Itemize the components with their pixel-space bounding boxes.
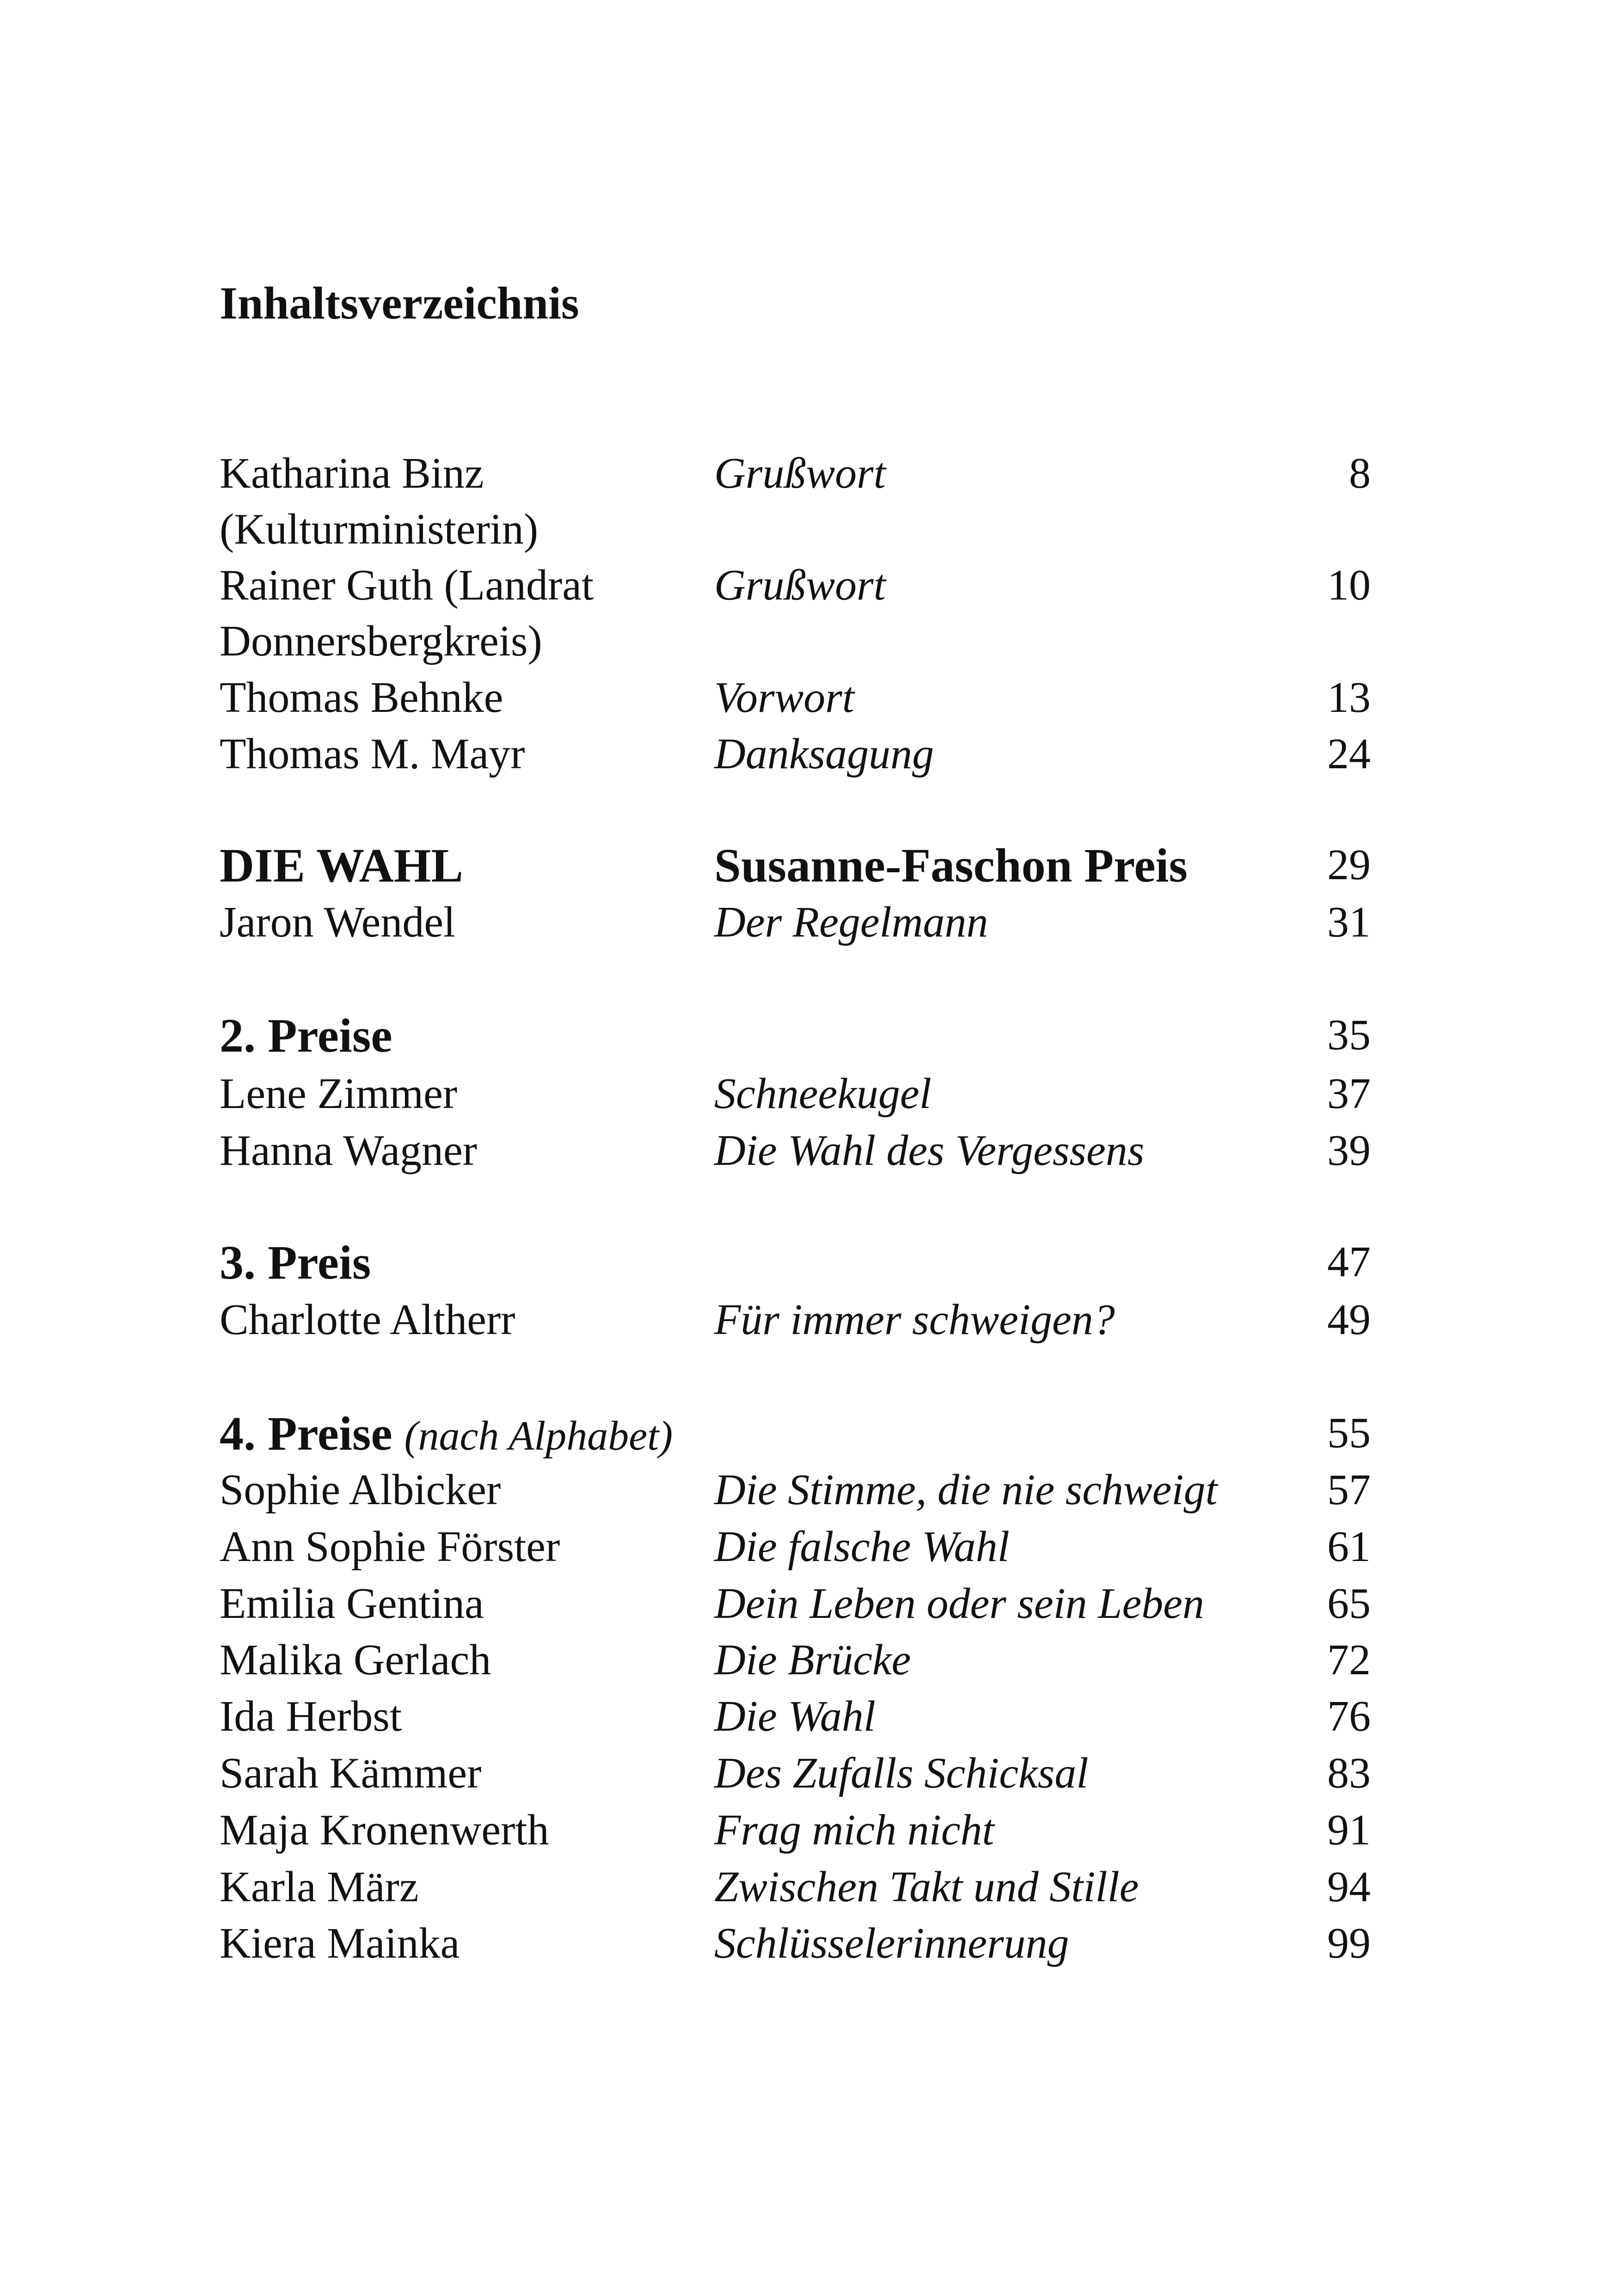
toc-row xyxy=(220,1632,1375,1690)
toc-row xyxy=(220,1518,1375,1576)
toc-author: Ida Herbst xyxy=(220,1692,402,1740)
page-title: Inhaltsverzeichnis xyxy=(220,277,579,329)
toc-work-title: Für immer schweigen? xyxy=(714,1296,1115,1344)
toc-page-number: 55 xyxy=(1327,1409,1371,1457)
toc-work-title: Schneekugel xyxy=(714,1070,932,1118)
toc-author: Charlotte Altherr xyxy=(220,1296,515,1344)
toc-author: Rainer Guth (Landrat xyxy=(220,561,594,609)
toc-row xyxy=(220,1462,1375,1519)
toc-row xyxy=(220,1802,1375,1860)
toc-author: Malika Gerlach xyxy=(220,1636,491,1684)
toc-row xyxy=(220,1859,1375,1916)
toc-work-title: Die Wahl xyxy=(714,1692,876,1740)
toc-author: Jaron Wendel xyxy=(220,898,456,946)
toc-row xyxy=(220,501,1375,559)
toc-row xyxy=(220,1745,1375,1803)
toc-row xyxy=(220,613,1375,671)
toc-page-number: 10 xyxy=(1327,561,1371,609)
toc-work-title: Zwischen Takt und Stille xyxy=(714,1863,1139,1911)
toc-work-title: Die Brücke xyxy=(714,1636,911,1684)
toc-row xyxy=(220,557,1375,615)
toc-work-title: Grußwort xyxy=(714,561,886,609)
toc-row xyxy=(220,1122,1375,1180)
toc-page-number: 29 xyxy=(1327,841,1371,889)
toc-author: Karla März xyxy=(220,1863,419,1911)
toc-section-title: 2. Preise xyxy=(220,1009,392,1062)
toc-page-number: 83 xyxy=(1327,1749,1371,1797)
toc-author: Katharina Binz xyxy=(220,449,484,497)
toc-author: Hanna Wagner xyxy=(220,1127,478,1175)
toc-section-heading xyxy=(220,1234,1375,1292)
toc-row xyxy=(220,894,1375,952)
toc-author: Lene Zimmer xyxy=(220,1070,458,1118)
toc-author: Sophie Albicker xyxy=(220,1466,501,1514)
toc-page-number: 72 xyxy=(1327,1636,1371,1684)
table-of-contents xyxy=(220,0,1375,2296)
toc-row xyxy=(220,1292,1375,1349)
toc-page-number: 35 xyxy=(1327,1011,1371,1059)
toc-author: (Kulturministerin) xyxy=(220,505,539,553)
toc-page-number: 47 xyxy=(1327,1238,1371,1286)
toc-section-heading xyxy=(220,837,1375,894)
toc-page-number: 8 xyxy=(1349,449,1371,497)
toc-author: Emilia Gentina xyxy=(220,1580,484,1628)
toc-page-number: 99 xyxy=(1327,1919,1371,1967)
toc-page-number: 91 xyxy=(1327,1806,1371,1854)
toc-row xyxy=(220,1065,1375,1123)
toc-section-heading xyxy=(220,1007,1375,1065)
toc-author: Ann Sophie Förster xyxy=(220,1523,560,1571)
toc-section-title xyxy=(220,1405,673,1463)
toc-author: Thomas Behnke xyxy=(220,673,503,722)
toc-section-title: 3. Preis xyxy=(220,1236,371,1289)
toc-section-subtitle: Susanne-Faschon Preis xyxy=(714,839,1188,892)
toc-work-title: Schlüsselerinnerung xyxy=(714,1919,1069,1967)
toc-row xyxy=(220,1575,1375,1633)
toc-work-title: Vorwort xyxy=(714,673,854,722)
toc-author: Kiera Mainka xyxy=(220,1919,460,1967)
toc-work-title: Der Regelmann xyxy=(714,898,988,946)
toc-page-number: 61 xyxy=(1327,1523,1371,1571)
toc-row xyxy=(220,726,1375,784)
toc-author: Maja Kronenwerth xyxy=(220,1806,549,1854)
toc-work-title: Die Wahl des Vergessens xyxy=(714,1127,1145,1175)
toc-page-number: 94 xyxy=(1327,1863,1371,1911)
toc-page-number: 65 xyxy=(1327,1580,1371,1628)
toc-section-title-text: 4. Preise xyxy=(220,1407,392,1460)
toc-section-note: (nach Alphabet) xyxy=(404,1413,673,1459)
toc-row xyxy=(220,1915,1375,1973)
toc-work-title: Die falsche Wahl xyxy=(714,1523,1010,1571)
toc-row xyxy=(220,669,1375,727)
toc-work-title: Danksagung xyxy=(714,730,934,778)
toc-page-number: 39 xyxy=(1327,1127,1371,1175)
toc-author: Sarah Kämmer xyxy=(220,1749,482,1797)
toc-page-number: 24 xyxy=(1327,730,1371,778)
toc-work-title: Die Stimme, die nie schweigt xyxy=(714,1466,1218,1514)
toc-page-number: 49 xyxy=(1327,1296,1371,1344)
toc-author: Donnersbergkreis) xyxy=(220,617,542,665)
toc-section-heading xyxy=(220,1405,1375,1463)
toc-page-number: 37 xyxy=(1327,1070,1371,1118)
toc-page-number: 13 xyxy=(1327,673,1371,722)
toc-work-title: Frag mich nicht xyxy=(714,1806,994,1854)
toc-row xyxy=(220,445,1375,503)
toc-page-number: 76 xyxy=(1327,1692,1371,1740)
toc-section-title: DIE WAHL xyxy=(220,839,463,892)
toc-work-title: Des Zufalls Schicksal xyxy=(714,1749,1089,1797)
toc-work-title: Dein Leben oder sein Leben xyxy=(714,1580,1204,1628)
toc-page-number: 31 xyxy=(1327,898,1371,946)
toc-author: Thomas M. Mayr xyxy=(220,730,525,778)
toc-row xyxy=(220,1688,1375,1746)
toc-page-number: 57 xyxy=(1327,1466,1371,1514)
toc-work-title: Grußwort xyxy=(714,449,886,497)
